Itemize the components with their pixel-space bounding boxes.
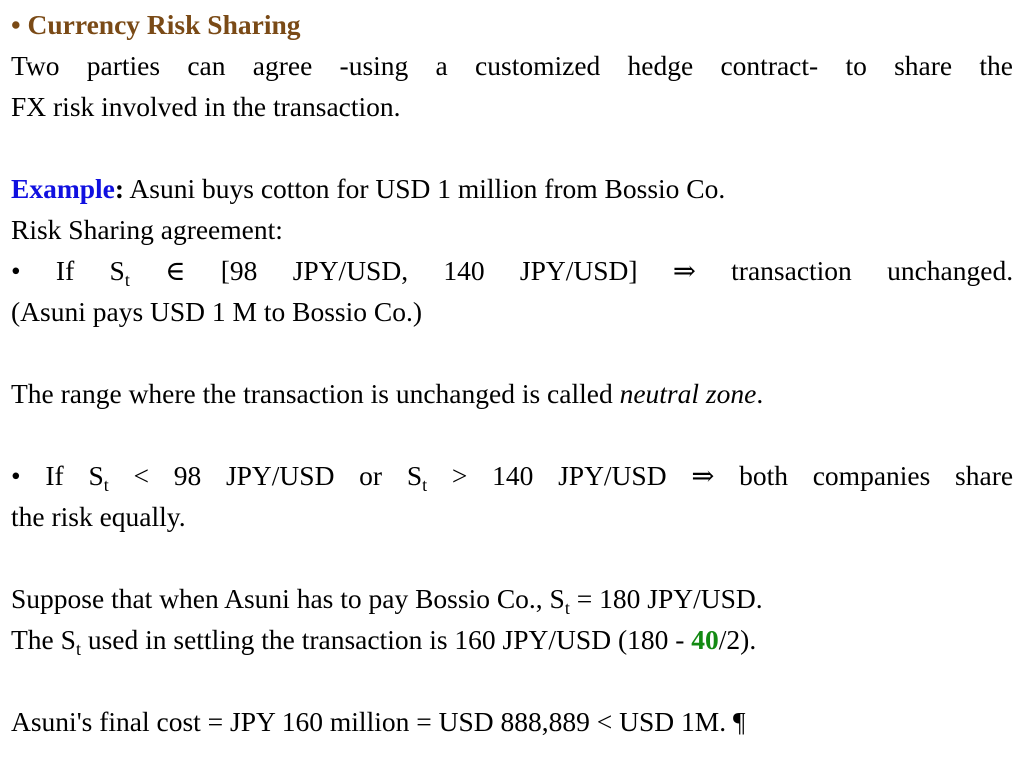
rule2-if: If — [45, 460, 64, 491]
neutral-text: The range where the transaction is unchanged is called — [11, 378, 620, 409]
rule1-s-sub: t — [124, 270, 130, 290]
example-text: Asuni buys cotton for USD 1 million from Bossio Co. — [124, 173, 726, 204]
rule2-bullet: • — [11, 460, 21, 491]
spacer — [11, 537, 1013, 578]
rule1-bullet: • — [11, 255, 21, 286]
suppose-line-1-end: = 180 JPY/USD. — [569, 583, 763, 614]
example-label: Example — [11, 173, 115, 204]
suppose-line-1-start: Suppose that when Asuni has to pay Bossio Co., S — [11, 583, 565, 614]
spacer — [11, 660, 1013, 701]
rule1-s-symbol: S — [109, 255, 125, 286]
rule2-s1-sub: t — [103, 475, 109, 495]
intro-line-2: FX risk involved in the transaction. — [11, 91, 401, 122]
heading-bullet: • — [11, 9, 21, 40]
intro-line-1: Two parties can agree -using a customized hedge contract- to share the — [11, 50, 1013, 81]
spacer — [11, 127, 1013, 168]
rule2-s1 — [88, 460, 109, 495]
neutral-end: . — [756, 378, 764, 409]
rule2-s2-sub: t — [422, 475, 428, 495]
neutral-line — [11, 373, 1013, 414]
rule1-if: If — [55, 255, 75, 286]
suppose-line-2-sub: t — [75, 639, 81, 659]
rule2-line-2: the risk equally. — [11, 501, 186, 532]
suppose-line-1 — [11, 578, 1013, 619]
suppose-line-2-start: The S — [11, 624, 76, 655]
suppose-highlight-value: 40 — [691, 624, 719, 655]
implies-arrow-icon: ⇒ — [672, 255, 696, 286]
rule2-line — [11, 455, 1013, 496]
rule2-s1-symbol: S — [88, 460, 104, 491]
spacer — [11, 332, 1013, 373]
heading-line — [11, 4, 1013, 45]
rule2-s2 — [406, 460, 428, 495]
example-colon: : — [114, 173, 125, 204]
implies-arrow-icon: ⇒ — [691, 460, 715, 491]
final-cost-line: Asuni's final cost = JPY 160 million = USD 888,889 < USD 1M. ¶ — [11, 706, 746, 737]
rule2-cond1: < 98 JPY/USD or — [133, 460, 383, 491]
rule2-cond2: > 140 JPY/USD — [451, 460, 667, 491]
suppose-line-2 — [11, 619, 1013, 660]
agreement-title: Risk Sharing agreement: — [11, 214, 283, 245]
example-line — [11, 168, 1013, 209]
heading-title: Currency Risk Sharing — [27, 9, 301, 40]
rule1-result: transaction unchanged. — [731, 255, 1014, 286]
element-of-symbol: ∈ — [165, 255, 186, 286]
rule1-s — [109, 255, 130, 290]
rule1-range: [98 JPY/USD, 140 JPY/USD] — [220, 255, 638, 286]
suppose-line-2-end: /2). — [718, 624, 757, 655]
rule1-note: (Asuni pays USD 1 M to Bossio Co.) — [11, 296, 423, 327]
suppose-line-1-sub: t — [564, 598, 570, 618]
rule2-result: both companies share — [739, 460, 1014, 491]
rule1-line — [11, 250, 1013, 291]
rule2-s2-symbol: S — [406, 460, 423, 491]
spacer — [11, 414, 1013, 455]
neutral-term: neutral zone — [619, 378, 757, 409]
suppose-line-2-mid: used in settling the transaction is 160 JPY/USD (180 - — [80, 624, 692, 655]
